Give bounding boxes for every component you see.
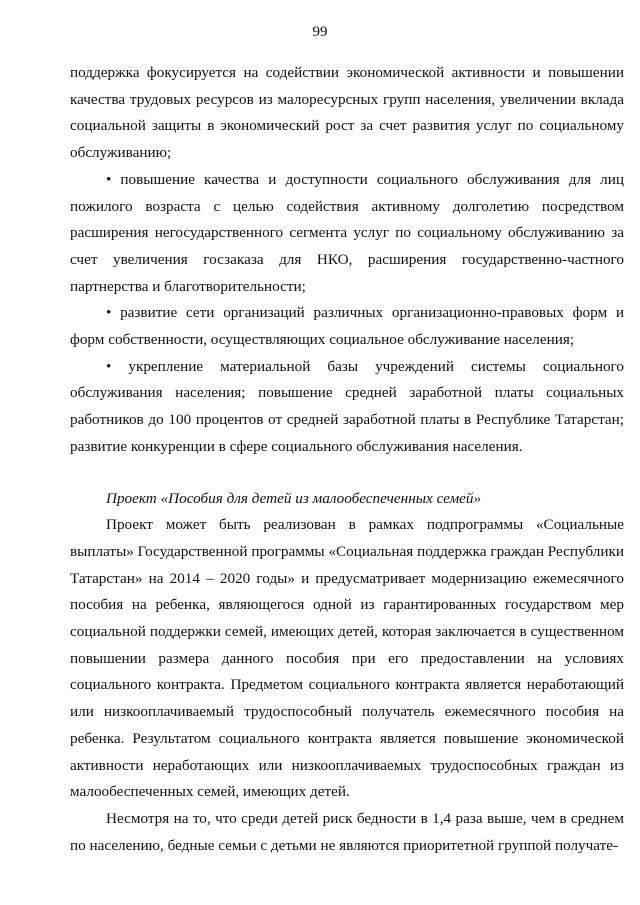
page-number: 99 [312, 24, 328, 40]
paragraph-project-description: Проект может быть реализован в рамках подпрограммы «Социальные выплаты» Государственной программы «Социальная поддержка граждан Республики Татарстан» на 2014 – 2020 годы» и предусматривает модернизацию ежемесячного пособия на ребенка, являющегося одной из гарантированных государством мер социальной поддержки семей, имеющих детей, которая заключается в существенном повышении размера данного пособия при его предоставлении на условиях социального контракта. Предметом социального контракта является неработающий или низкооплачиваемый трудоспособный получатель ежемесячного пособия на ребенка. Результатом социального контракта является повышение экономической активности неработающих или низкооплачиваемых трудоспособных граждан из малообеспеченных семей, имеющих детей. [70, 516, 624, 801]
paragraph-poverty-risk: Несмотря на то, что среди детей риск бедности в 1,4 раза выше, чем в среднем по населению, бедные семьи с детьми не являются приоритетной группой получате- [70, 809, 624, 854]
paragraph-continuation: поддержка фокусируется на содействии экономической активности и повышении качества трудовых ресурсов из малоресурсных групп населения, увеличении вклада социальной защиты в экономический рост за счет развития услуг по социальному обслуживанию; [70, 64, 624, 162]
section-spacer [70, 461, 624, 486]
bullet-item-material-base: • укрепление материальной базы учреждений системы социального обслуживания населения; повышение средней заработной платы социальных работников до 100 процентов от средней заработной платы в Республике Татарстан; развитие конкуренции в сфере социального обслуживания населения. [70, 357, 624, 455]
section-heading: Проект «Пособия для детей из малообеспеченных семей» [106, 489, 482, 507]
bullet-item-organizations-network: • развитие сети организаций различных организационно-правовых форм и форм собственности, осуществляющих социальное обслуживание населения; [70, 304, 624, 349]
bullet-item-elderly-services: • повышение качества и доступности социального обслуживания для лиц пожилого возраста с целью содействия активному долголетию посредством расширения негосударственного сегмента услуг по социальному обслуживанию за счет увеличения госзаказа для НКО, расширения государственно-частного партнерства и благотворительности; [70, 170, 624, 295]
page-body [70, 60, 624, 859]
